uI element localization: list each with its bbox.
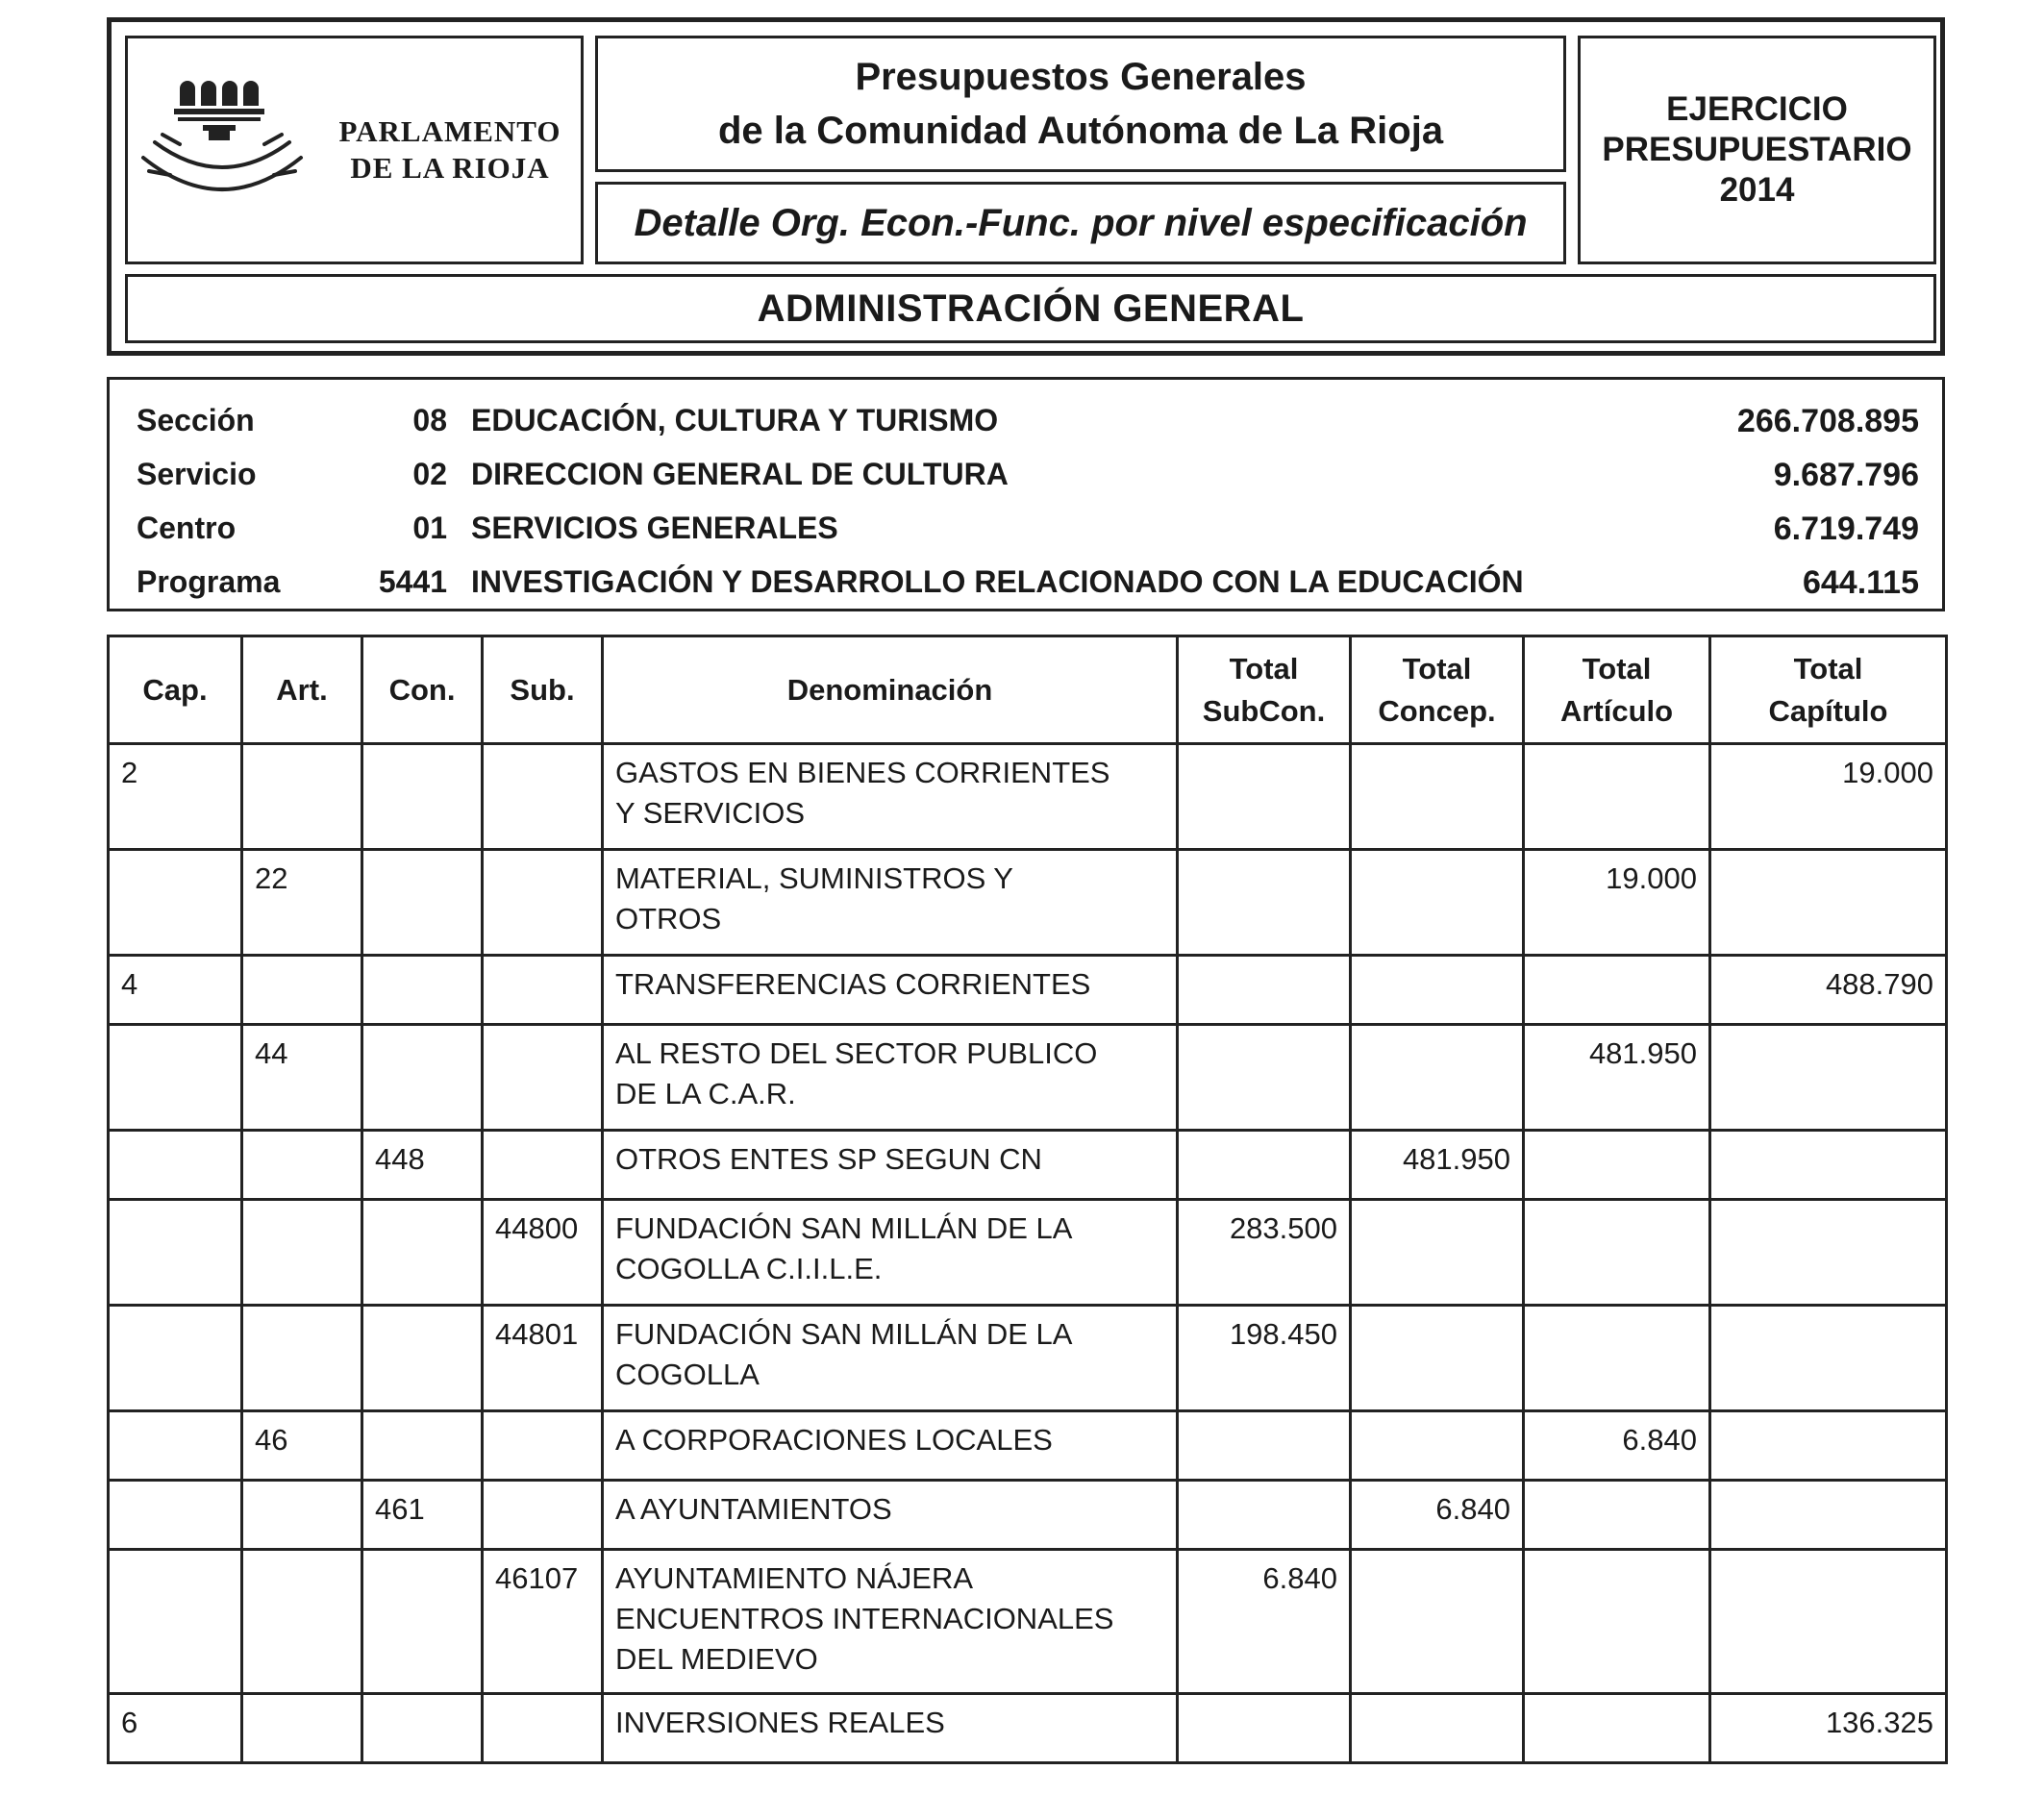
denominacion-line: TRANSFERENCIAS CORRIENTES [615,967,1091,1001]
cell-total-subcon [1178,1411,1351,1481]
cell-denominacion [603,1306,1178,1411]
cell-total-concep [1351,1411,1524,1481]
cell-cap [109,1306,242,1411]
cell-cap [109,1550,242,1694]
denominacion-line: FUNDACIÓN SAN MILLÁN DE LA [615,1317,1073,1351]
cell-art [242,1550,362,1694]
table-row [109,1481,1947,1550]
cell-total-articulo [1524,1550,1710,1694]
cell-total-capitulo: 19.000 [1710,744,1947,850]
cell-sub [483,850,603,956]
cell-total-capitulo [1710,850,1947,956]
summary-amount: 266.708.895 [1736,403,1919,439]
header-total-concep [1351,636,1524,744]
parliament-logo-text [330,113,570,187]
summary-row-centro [110,511,1942,549]
cell-sub [483,1481,603,1550]
report-subtitle: Detalle Org. Econ.-Func. por nivel especificación [634,201,1528,244]
cell-total-subcon [1178,956,1351,1025]
cell-con [362,1025,483,1131]
summary-label: Programa [137,564,281,599]
summary-row-servicio [110,457,1942,495]
cell-total-articulo [1524,1306,1710,1411]
cell-total-capitulo [1710,1025,1947,1131]
cell-total-concep: 6.840 [1351,1481,1524,1550]
header-line: Total [1793,651,1863,686]
cell-total-capitulo [1710,1481,1947,1550]
cell-con [362,1550,483,1694]
subtitle-box [595,182,1566,264]
title-line-1: Presupuestos Generales [855,56,1307,98]
summary-label: Centro [137,511,237,545]
denominacion-line: ENCUENTROS INTERNACIONALES [615,1602,1114,1635]
cell-cap [109,1481,242,1550]
denominacion-line: AL RESTO DEL SECTOR PUBLICO [615,1036,1098,1070]
cell-total-capitulo [1710,1200,1947,1306]
cell-sub [483,744,603,850]
summary-name: SERVICIOS GENERALES [471,511,838,545]
cell-total-articulo [1524,744,1710,850]
denominacion-line: INVERSIONES REALES [615,1706,945,1739]
cell-total-subcon: 6.840 [1178,1550,1351,1694]
header-total-subcon [1178,636,1351,744]
table-row [109,1200,1947,1306]
denominacion-line: A CORPORACIONES LOCALES [615,1423,1053,1457]
organization-summary [107,377,1945,611]
summary-code: 02 [412,457,447,491]
summary-name: INVESTIGACIÓN Y DESARROLLO RELACIONADO CON LA EDUCACIÓN [471,564,1524,599]
table-row [109,1694,1947,1763]
cell-total-articulo [1524,1694,1710,1763]
header-line: Total [1402,651,1472,686]
header-denominacion: Denominación [603,636,1178,744]
cell-denominacion [603,1481,1178,1550]
cell-sub [483,1025,603,1131]
cell-total-subcon [1178,1025,1351,1131]
header-line: SubCon. [1202,693,1326,728]
table-row [109,850,1947,956]
cell-total-concep [1351,1694,1524,1763]
cell-sub [483,956,603,1025]
cell-total-articulo: 481.950 [1524,1025,1710,1131]
cell-total-capitulo: 136.325 [1710,1694,1947,1763]
cell-con [362,956,483,1025]
denominacion-line: AYUNTAMIENTO NÁJERA [615,1561,974,1595]
table-row [109,1411,1947,1481]
cell-total-concep [1351,850,1524,956]
denominacion-line: MATERIAL, SUMINISTROS Y [615,861,1013,895]
cell-sub: 46107 [483,1550,603,1694]
cell-art [242,1306,362,1411]
document-header [107,17,1945,356]
table-row [109,1131,1947,1200]
cell-denominacion [603,1550,1178,1694]
cell-art [242,956,362,1025]
title-box [595,36,1566,172]
cell-art [242,1200,362,1306]
administration-title: ADMINISTRACIÓN GENERAL [757,287,1305,330]
cell-art: 22 [242,850,362,956]
cell-total-articulo [1524,1200,1710,1306]
cell-total-subcon [1178,744,1351,850]
cell-denominacion [603,850,1178,956]
year-line-1: EJERCICIO [1666,90,1848,128]
cell-cap: 2 [109,744,242,850]
denominacion-line: Y SERVICIOS [615,796,805,830]
cell-con [362,1306,483,1411]
table-row [109,744,1947,850]
cell-total-subcon: 283.500 [1178,1200,1351,1306]
cell-total-subcon [1178,1131,1351,1200]
cell-total-articulo [1524,1481,1710,1550]
logo-line-2: DE LA RIOJA [350,151,550,185]
header-line: Capítulo [1768,693,1888,728]
header-cap: Cap. [109,636,242,744]
cell-sub [483,1411,603,1481]
table-header-row [109,636,1947,744]
table-row [109,956,1947,1025]
logo-line-1: PARLAMENTO [338,114,561,148]
header-sub: Sub. [483,636,603,744]
summary-label: Sección [137,403,255,437]
denominacion-line: COGOLLA C.I.I.L.E. [615,1252,883,1285]
cell-con [362,1200,483,1306]
cell-denominacion [603,1411,1178,1481]
cell-total-articulo: 19.000 [1524,850,1710,956]
administration-box [125,274,1936,343]
summary-amount: 9.687.796 [1773,457,1919,493]
cell-art: 44 [242,1025,362,1131]
cell-total-concep [1351,1306,1524,1411]
cell-total-concep [1351,1200,1524,1306]
cell-sub [483,1694,603,1763]
summary-amount: 6.719.749 [1773,511,1919,547]
cell-denominacion [603,1200,1178,1306]
summary-code: 5441 [378,564,447,599]
year-line-2: PRESUPUESTARIO [1602,131,1912,168]
header-line: Total [1582,651,1652,686]
cell-cap: 4 [109,956,242,1025]
summary-label: Servicio [137,457,257,491]
denominacion-line: FUNDACIÓN SAN MILLÁN DE LA [615,1211,1073,1245]
fiscal-year-box [1578,36,1936,264]
cell-con [362,744,483,850]
summary-row-programa [110,564,1942,603]
cell-cap [109,1025,242,1131]
cell-total-capitulo: 488.790 [1710,956,1947,1025]
cell-cap [109,1131,242,1200]
cell-art [242,744,362,850]
header-total-capitulo [1710,636,1947,744]
header-art: Art. [242,636,362,744]
cell-cap [109,1411,242,1481]
cell-total-subcon [1178,1481,1351,1550]
cell-total-subcon [1178,1694,1351,1763]
summary-name: EDUCACIÓN, CULTURA Y TURISMO [471,403,999,437]
cell-denominacion [603,744,1178,850]
cell-con: 461 [362,1481,483,1550]
budget-detail-table [107,635,1948,1764]
cell-cap [109,850,242,956]
cell-sub [483,1131,603,1200]
header-line: Total [1229,651,1299,686]
denominacion-line: GASTOS EN BIENES CORRIENTES [615,756,1110,789]
summary-row-seccion [110,403,1942,441]
cell-art [242,1131,362,1200]
summary-code: 08 [412,403,447,437]
cell-art [242,1481,362,1550]
cell-denominacion [603,1131,1178,1200]
cell-con [362,1694,483,1763]
cell-total-articulo: 6.840 [1524,1411,1710,1481]
cell-cap: 6 [109,1694,242,1763]
cell-total-subcon: 198.450 [1178,1306,1351,1411]
table-row [109,1550,1947,1694]
title-line-2: de la Comunidad Autónoma de La Rioja [717,110,1444,152]
denominacion-line: OTROS ENTES SP SEGUN CN [615,1142,1042,1176]
cell-total-subcon [1178,850,1351,956]
cell-denominacion [603,1694,1178,1763]
table-body [109,744,1947,1763]
denominacion-line: DE LA C.A.R. [615,1077,796,1110]
cell-denominacion [603,956,1178,1025]
header-line: Concep. [1378,693,1496,728]
parliament-logo-box [125,36,584,264]
cell-total-concep [1351,744,1524,850]
cell-total-capitulo [1710,1550,1947,1694]
header-total-articulo [1524,636,1710,744]
cell-total-concep [1351,956,1524,1025]
cell-total-capitulo [1710,1306,1947,1411]
summary-amount: 644.115 [1802,564,1919,601]
denominacion-line: OTROS [615,902,722,935]
cell-con [362,850,483,956]
fiscal-year: 2014 [1719,171,1795,209]
header-line: Artículo [1559,693,1674,728]
cell-con [362,1411,483,1481]
cell-denominacion [603,1025,1178,1131]
cell-cap [109,1200,242,1306]
denominacion-line: A AYUNTAMIENTOS [615,1492,892,1526]
header-con: Con. [362,636,483,744]
summary-name: DIRECCION GENERAL DE CULTURA [471,457,1009,491]
cell-sub: 44801 [483,1306,603,1411]
cell-total-concep: 481.950 [1351,1131,1524,1200]
cell-total-capitulo [1710,1411,1947,1481]
table-row [109,1025,1947,1131]
cell-sub: 44800 [483,1200,603,1306]
cell-art [242,1694,362,1763]
denominacion-line: COGOLLA [615,1358,760,1391]
denominacion-line: DEL MEDIEVO [615,1642,818,1676]
summary-code: 01 [412,511,447,545]
cell-total-articulo [1524,956,1710,1025]
cell-total-articulo [1524,1131,1710,1200]
table-row [109,1306,1947,1411]
cell-total-concep [1351,1025,1524,1131]
cell-con: 448 [362,1131,483,1200]
cell-total-capitulo [1710,1131,1947,1200]
cell-total-concep [1351,1550,1524,1694]
parliament-emblem-icon [136,77,328,202]
cell-art: 46 [242,1411,362,1481]
